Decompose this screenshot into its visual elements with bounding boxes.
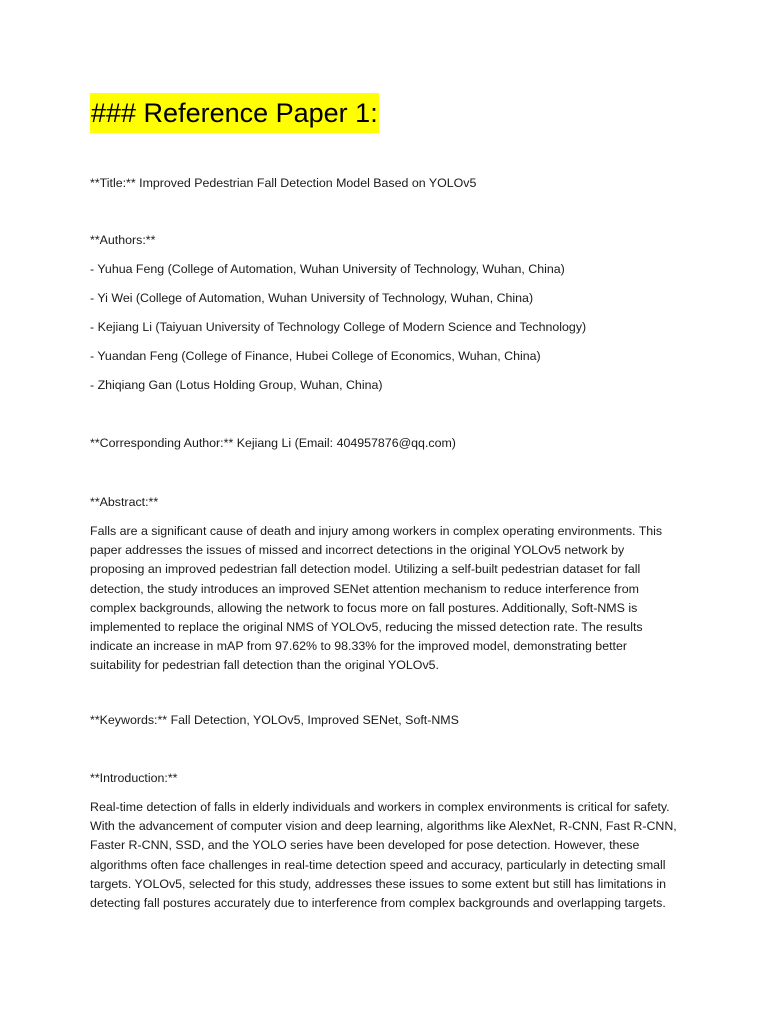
- section-heading: ### Reference Paper 1:: [90, 93, 379, 133]
- author-item: - Yuandan Feng (College of Finance, Hubei College of Economics, Wuhan, China): [90, 349, 541, 363]
- abstract-text: Falls are a significant cause of death and injury among workers in complex operating environments. This paper addresses the issues of missed and incorrect detections in the original YOLOv5 network by proposing an improved pedestrian fall detection model. Utilizing a self-built pedestrian dataset for fall detection, the study introduces an improved SENet attention mechanism to reduce interference from complex backgrounds, allowing the network to focus more on fall postures. Additionally, Soft-NMS is implemented to replace the original NMS of YOLOv5, reducing the missed detection rate. The results indicate an increase in mAP from 97.62% to 98.33% for the improved model, demonstrating better suitability for pedestrian fall detection than the original YOLOv5.: [90, 524, 663, 673]
- introduction-text: Real-time detection of falls in elderly individuals and workers in complex environments is critical for safety. With the advancement of computer vision and deep learning, algorithms like AlexNet, R-CNN, Fast R-CNN, Faster R-CNN, SSD, and the YOLO series have been developed for pose detection. However, these algorithms often face challenges in real-time detection speed and accuracy, particularly in detecting small targets. YOLOv5, selected for this study, addresses these issues to some extent but still has limitations in detecting fall postures accurately due to interference from complex backgrounds and overlapping targets.: [90, 800, 677, 911]
- abstract-label: **Abstract:**: [90, 495, 159, 509]
- keywords-line: **Keywords:** Fall Detection, YOLOv5, Improved SENet, Soft-NMS: [90, 713, 459, 727]
- author-item: - Zhiqiang Gan (Lotus Holding Group, Wuhan, China): [90, 378, 383, 392]
- author-item: - Yi Wei (College of Automation, Wuhan University of Technology, Wuhan, China): [90, 291, 534, 305]
- authors-label: **Authors:**: [90, 233, 156, 247]
- author-item: - Kejiang Li (Taiyuan University of Technology College of Modern Science and Technology): [90, 320, 587, 334]
- corresponding-author-line: **Corresponding Author:** Kejiang Li (Email: 404957876@qq.com): [90, 436, 456, 450]
- author-item: - Yuhua Feng (College of Automation, Wuhan University of Technology, Wuhan, China): [90, 262, 565, 276]
- introduction-label: **Introduction:**: [90, 771, 178, 785]
- paper-title-line: **Title:** Improved Pedestrian Fall Detection Model Based on YOLOv5: [90, 176, 477, 190]
